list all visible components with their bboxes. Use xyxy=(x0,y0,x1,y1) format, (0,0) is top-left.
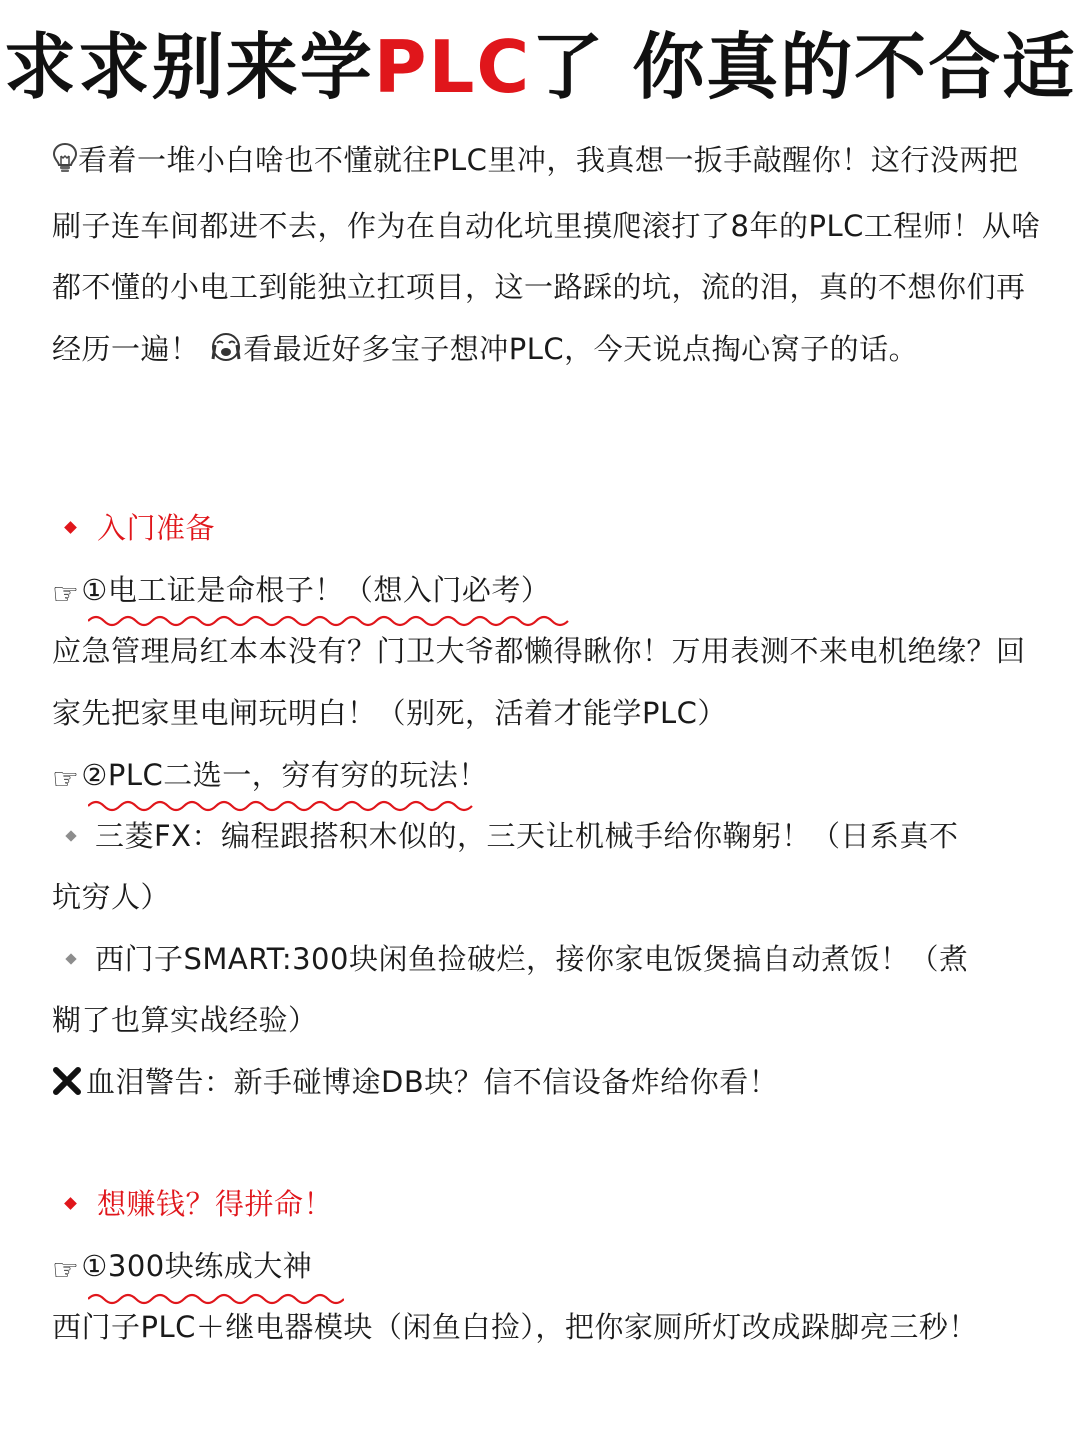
warning-line xyxy=(52,1062,778,1105)
bullet-text: 三菱FX：编程跟搭积木似的，三天让机械手给你鞠躬！（日系真不 xyxy=(95,819,959,853)
lightbulb-icon xyxy=(52,134,78,196)
section2-item1-body: 西门子PLC＋继电器模块（闲鱼白捡），把你家厕所灯改成跺脚亮三秒！ xyxy=(52,1310,978,1344)
item-title-text: ①电工证是命根子！（想入门必考） xyxy=(81,573,551,607)
warning-text: 血泪警告：新手碰博途DB块？信不信设备炸给你看！ xyxy=(86,1065,779,1099)
pointing-hand-icon: ☞ xyxy=(52,577,80,612)
diamond-bullet-icon xyxy=(64,1197,77,1210)
bullet-siemens-line2: 糊了也算实战经验） xyxy=(52,1003,318,1037)
section-heading-make-money xyxy=(52,1184,333,1224)
title-part1: 求求别来学 xyxy=(3,25,374,109)
pointing-hand-icon: ☞ xyxy=(52,1253,80,1288)
item-title-text: ②PLC二选一，穷有穷的玩法！ xyxy=(81,758,488,792)
diamond-bullet-icon xyxy=(64,521,77,534)
title-part2: 了 你真的不合适 xyxy=(531,25,1077,109)
page-title xyxy=(0,22,1080,112)
diamond-bullet-icon xyxy=(65,953,76,964)
crying-face-icon xyxy=(209,323,243,385)
wavy-underline xyxy=(88,797,478,815)
bullet-mitsubishi-line2: 坑穷人） xyxy=(52,880,171,914)
intro-paragraph xyxy=(52,130,1042,384)
intro-text-1: 看着一堆小白啥也不懂就往PLC里冲，我真想一扳手敲醒你！这行没两把刷子连车间都进不去，作为在自动化坑里摸爬滚打了8年的PLC工程师！从啥都不懂的小电工到能独立扛项目，这一路踩的坑，流的泪，真的不想你们再经历一遍！ xyxy=(52,143,1041,366)
cross-mark-icon xyxy=(52,1065,82,1105)
section-heading-text: 入门准备 xyxy=(97,511,216,545)
section-heading-intro-prep xyxy=(52,508,215,548)
pointing-hand-icon: ☞ xyxy=(52,762,80,797)
intro-text-2: 看最近好多宝子想冲PLC，今天说点掏心窝子的话。 xyxy=(243,331,919,366)
bullet-text: 西门子SMART:300块闲鱼捡破烂，接你家电饭煲搞自动煮饭！（煮 xyxy=(95,942,969,976)
title-accent: PLC xyxy=(373,25,532,109)
section1-item1-body: 应急管理局红本本没有？门卫大爷都懒得瞅你！万用表测不来电机绝缘？回家先把家里电闸玩明白！（别死，活着才能学PLC） xyxy=(52,634,1026,730)
bullet-mitsubishi-line1 xyxy=(52,816,959,856)
section2-item1-title xyxy=(52,1246,312,1291)
item-title-text: ①300块练成大神 xyxy=(81,1249,313,1283)
section-heading-text: 想赚钱？得拼命！ xyxy=(97,1187,334,1221)
section1-item2-title xyxy=(52,755,488,800)
bullet-siemens-line1 xyxy=(52,939,968,979)
diamond-bullet-icon xyxy=(65,830,76,841)
section1-item1-title xyxy=(52,570,550,615)
